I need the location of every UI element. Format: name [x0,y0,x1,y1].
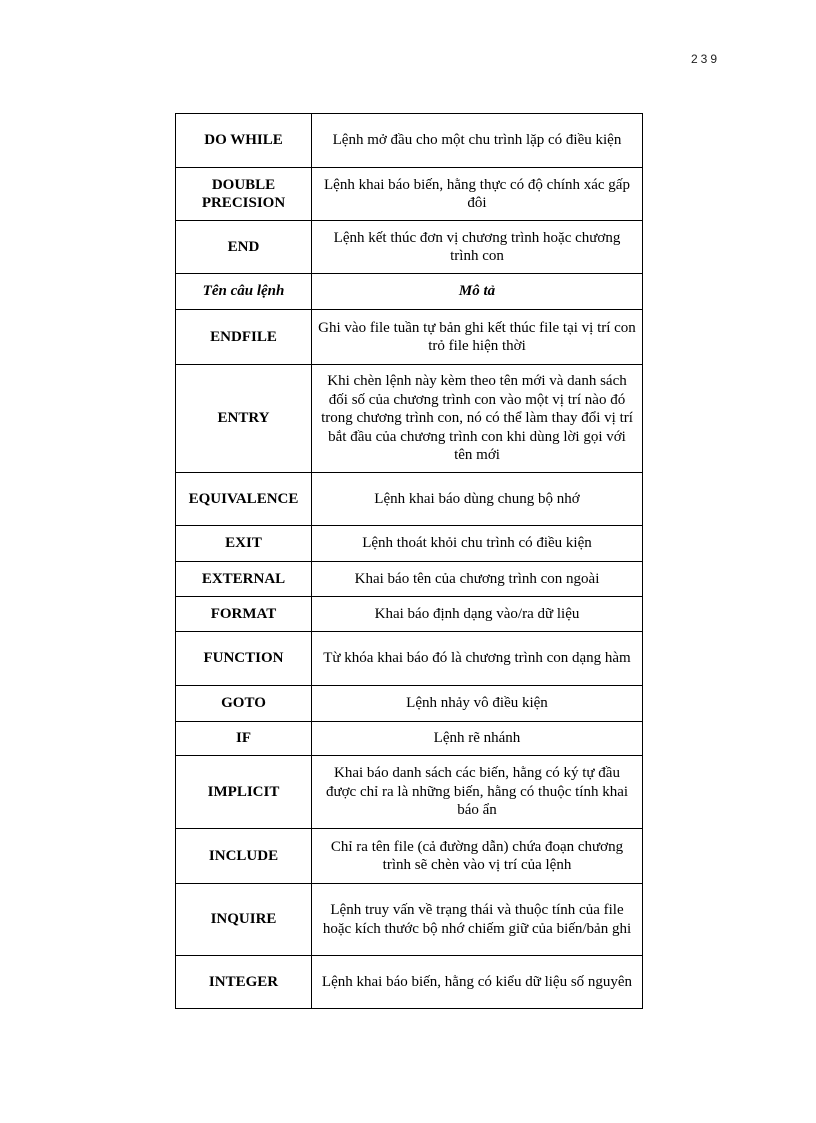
command-name: FORMAT [176,597,312,632]
table-row [176,473,643,526]
command-name: FUNCTION [176,632,312,686]
command-name: INCLUDE [176,829,312,884]
table-row [176,168,643,221]
command-name: INQUIRE [176,884,312,956]
command-description: Lệnh truy vấn về trạng thái và thuộc tính của file hoặc kích thước bộ nhớ chiếm giữ của biến/bản ghi [312,884,643,956]
command-name: IF [176,722,312,756]
table-row [176,365,643,473]
table-row [176,597,643,632]
command-name: IMPLICIT [176,756,312,829]
command-name: EXTERNAL [176,562,312,597]
command-name: EXIT [176,526,312,562]
command-description: Lệnh mở đầu cho một chu trình lặp có điều kiện [312,114,643,168]
column-header-description: Mô tả [312,274,643,310]
table-row [176,310,643,365]
command-description: Lệnh nhảy vô điều kiện [312,686,643,722]
table-row [176,956,643,1009]
column-header-name: Tên câu lệnh [176,274,312,310]
command-description: Khai báo tên của chương trình con ngoài [312,562,643,597]
table-row [176,756,643,829]
command-description: Chỉ ra tên file (cả đường dẫn) chứa đoạn chương trình sẽ chèn vào vị trí của lệnh [312,829,643,884]
command-name: ENDFILE [176,310,312,365]
command-description: Lệnh thoát khỏi chu trình có điều kiện [312,526,643,562]
command-name: GOTO [176,686,312,722]
table-row [176,526,643,562]
command-description: Khi chèn lệnh này kèm theo tên mới và danh sách đối số của chương trình con vào một vị trí nào đó trong chương trình con, nó có thể làm thay đổi vị trí bắt đầu của chương trình con khi dùng lời gọi với tên mới [312,365,643,473]
command-description: Lệnh khai báo biến, hằng có kiểu dữ liệu số nguyên [312,956,643,1009]
table-row [176,884,643,956]
command-name: DO WHILE [176,114,312,168]
command-description: Ghi vào file tuần tự bản ghi kết thúc file tại vị trí con trỏ file hiện thời [312,310,643,365]
table-row [176,722,643,756]
command-description: Lệnh khai báo biến, hằng thực có độ chính xác gấp đôi [312,168,643,221]
page-number: 239 [690,52,720,66]
table-row [176,562,643,597]
command-description: Lệnh khai báo dùng chung bộ nhớ [312,473,643,526]
table-row [176,632,643,686]
command-description: Lệnh rẽ nhánh [312,722,643,756]
command-name: DOUBLE PRECISION [176,168,312,221]
table-row [176,114,643,168]
table-row [176,829,643,884]
command-table [175,113,643,1009]
command-name: EQUIVALENCE [176,473,312,526]
command-description: Khai báo định dạng vào/ra dữ liệu [312,597,643,632]
command-description: Từ khóa khai báo đó là chương trình con dạng hàm [312,632,643,686]
command-description: Lệnh kết thúc đơn vị chương trình hoặc chương trình con [312,221,643,274]
table-header-row [176,274,643,310]
table-row [176,221,643,274]
command-description: Khai báo danh sách các biến, hằng có ký tự đầu được chỉ ra là những biến, hằng có thuộc tính khai báo ẩn [312,756,643,829]
command-name: ENTRY [176,365,312,473]
table-row [176,686,643,722]
command-name: END [176,221,312,274]
command-name: INTEGER [176,956,312,1009]
